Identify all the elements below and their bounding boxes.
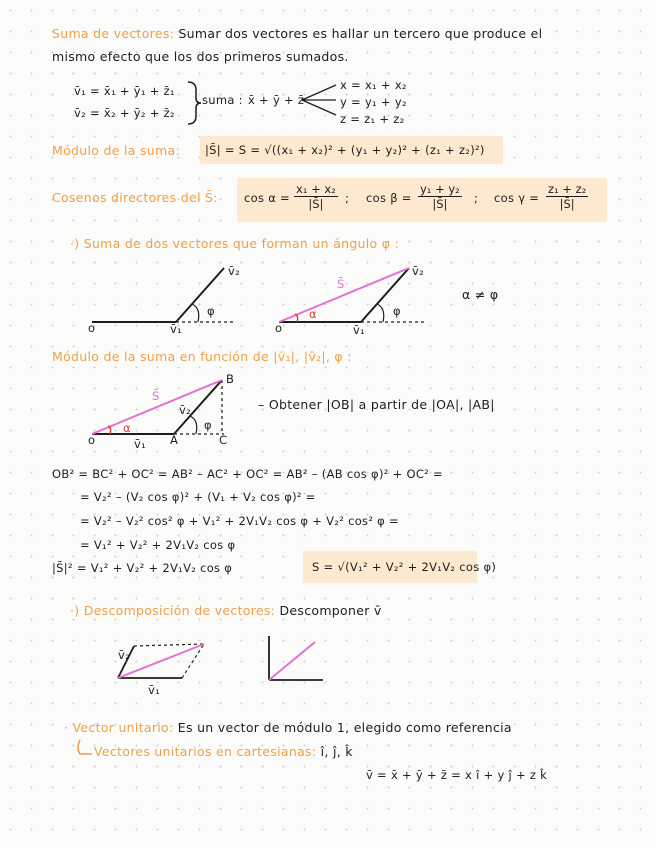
obtener-text: – Obtener |OB| a partir de |OA|, |AB| <box>258 397 495 412</box>
v2-def: v̄₂ = x̄₂ + ȳ₂ + z̄₂ <box>74 106 175 120</box>
point-c: C <box>219 433 228 447</box>
branch-lines-icon <box>300 81 340 121</box>
cos-gamma-lhs: cos γ = <box>494 191 540 205</box>
descomp-line <box>70 603 382 618</box>
derivation-line-1: OB² = BC² + OC² = AB² – AC² + OC² = AB² – (AB cos φ)² + OC² = <box>52 467 443 481</box>
intro-text-2: mismo efecto que los dos primeros sumados. <box>52 49 349 64</box>
unitario-sub-text: î, ĵ, k̂ <box>320 744 353 759</box>
parallelogram-v2-label: v̄₂ <box>118 648 131 662</box>
unitario-label: · Vector unitario: <box>64 720 174 735</box>
fig2-origin: o <box>275 321 283 335</box>
point-o: o <box>88 433 96 447</box>
unitario-final: v̄ = x̄ + ȳ + z̄ = x î + y ĵ + z k̂ <box>366 768 548 782</box>
fig3-v1-label: v̄₁ <box>134 437 147 451</box>
derivation-line-5: |S̄|² = V₁² + V₂² + 2V₁V₂ cos φ <box>52 561 233 575</box>
cosenos-label: Cosenos directores del S̄: <box>52 190 218 205</box>
intro-text-1: Sumar dos vectores es hallar un tercero que produce el <box>178 26 543 41</box>
fig1-origin: o <box>88 321 96 335</box>
fig1-phi-label: φ <box>207 304 215 318</box>
derivation-line-2: = V₂² – (V₂ cos φ)² + (V₁ + V₂ cos φ)² = <box>80 490 316 504</box>
intro-line-1 <box>52 26 542 41</box>
vector-v2-line <box>176 268 224 322</box>
unitario-text: Es un vector de módulo 1, elegido como referencia <box>177 720 512 735</box>
x-component: x = x₁ + x₂ <box>340 78 407 92</box>
cos-beta-fraction <box>418 182 462 211</box>
point-a: A <box>170 433 179 447</box>
fig3-s-label: S̄ <box>152 389 160 403</box>
descomp-text: Descomponer v̄ <box>279 603 382 618</box>
alpha-not-phi: α ≠ φ <box>462 287 499 302</box>
parallelogram-v1-label: v̄₁ <box>148 683 161 697</box>
cos-beta-den: |S̄| <box>432 197 448 211</box>
cos-alpha-den: |S̄| <box>308 197 324 211</box>
v1-def: v̄₁ = x̄₁ + ȳ₁ + z̄₁ <box>74 84 175 98</box>
cos-gamma-num: z₁ + z₂ <box>548 182 587 196</box>
fig2-phi-label: φ <box>393 304 401 318</box>
derivation-line-3: = V₂² – V₂² cos² φ + V₁² + 2V₁V₂ cos φ + V₂² cos² φ = <box>80 514 399 528</box>
cos-gamma-fraction <box>546 182 588 211</box>
modfunc-title: Módulo de la suma en función de |v̄₁|, |v̄₂|, φ : <box>52 349 352 364</box>
descomp-title: ·) Descomposición de vectores: <box>70 603 276 618</box>
cos-beta-num: y₁ + y₂ <box>420 182 460 196</box>
boxed-formula: S = √(V₁² + V₂² + 2V₁V₂ cos φ) <box>312 560 497 574</box>
brace-icon <box>184 80 204 126</box>
sum-term: Suma de vectores: <box>52 26 175 41</box>
figure-parallelogram <box>112 632 232 702</box>
sep-2: ; <box>474 191 479 205</box>
derivation-line-4: = V₁² + V₂² + 2V₁V₂ cos φ <box>80 538 236 552</box>
modulo-formula: |S̄| = S = √((x₁ + x₂)² + (y₁ + y₂)² + (z₁ + z₂)²) <box>205 143 485 157</box>
point-b: B <box>226 372 235 386</box>
cos-alpha-lhs: cos α = <box>244 191 290 205</box>
unitario-sub-line <box>94 744 353 759</box>
fig3-alpha-label: α <box>123 421 131 435</box>
fig3-v2-label: v̄₂ <box>179 403 192 417</box>
cos-alpha-num: x₁ + x₂ <box>296 182 336 196</box>
y-component: y = y₁ + y₂ <box>340 95 407 109</box>
fig2-v1-label: v̄₁ <box>353 323 366 337</box>
angulo-title: ·) Suma de dos vectores que forman un ángulo φ : <box>70 236 400 251</box>
cos-gamma-den: |S̄| <box>559 197 575 211</box>
angle-arc <box>192 304 199 322</box>
sep-1: ; <box>345 191 350 205</box>
fig2-alpha-label: α <box>309 307 317 321</box>
fig1-v2-label: v̄₂ <box>228 264 241 278</box>
z-component: z = z₁ + z₂ <box>340 112 405 126</box>
sub-arrow-icon <box>74 738 96 758</box>
figure-axes <box>265 632 335 692</box>
fig2-s-label: S̄ <box>337 277 345 291</box>
cos-beta-lhs: cos β = <box>366 191 412 205</box>
unitario-line <box>64 720 512 735</box>
unitario-sub-label: Vectores unitarios en cartesianas: <box>94 744 317 759</box>
cos-alpha-fraction <box>294 182 338 211</box>
suma-label: suma : <box>202 93 243 107</box>
fig3-phi-label: φ <box>204 418 212 432</box>
fig1-v1-label: v̄₁ <box>170 322 183 336</box>
sum-expr: x̄ + ȳ + z̄ <box>248 93 305 107</box>
modulo-label: Módulo de la suma: <box>52 143 180 158</box>
fig2-v2-label: v̄₂ <box>412 264 425 278</box>
